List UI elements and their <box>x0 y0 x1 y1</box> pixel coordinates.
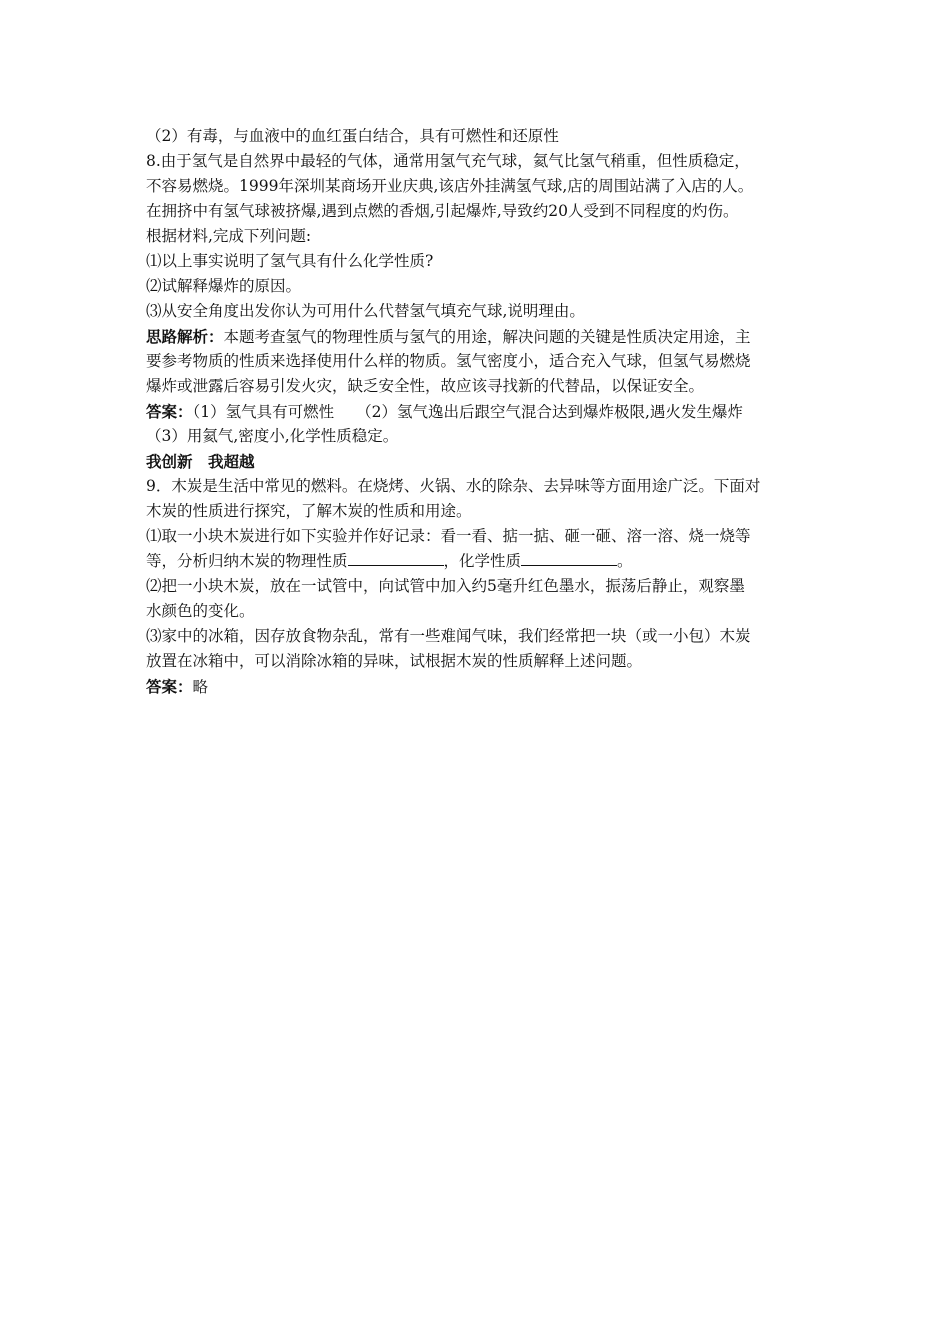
analysis-text: 爆炸或泄露后容易引发火灾，缺乏安全性，故应该寻找新的代替品，以保证安全。 <box>146 377 705 395</box>
analysis-text: 要参考物质的性质来选择使用什么样的物质。氢气密度小，适合充入气球，但氢气易燃烧 <box>146 352 751 370</box>
q9-stem <box>146 474 806 524</box>
q8-sub-questions <box>146 249 806 324</box>
q9-sub-question-1: ⑴取一小块木炭进行如下实验并作好记录：看一看、掂一掂、砸一砸、溶一溶、烧一烧等 等，分析归纳木炭的物理性质 ，化学性质 。 <box>146 527 751 570</box>
q8-stem-line: 根据材料,完成下列问题: <box>146 227 312 245</box>
section-heading: 我创新 我超越 <box>146 452 255 471</box>
answer-part-3: （3）用氦气,密度小,化学性质稳定。 <box>146 427 399 445</box>
q9-sub-question-2: ⑵把一小块木炭，放在一试管中，向试管中加入约5毫升红色墨水，振荡后静止，观察墨 水颜色的变化。 <box>146 577 745 620</box>
q8-analysis <box>146 324 806 399</box>
q8-sub-question-3: ⑶从安全角度出发你认为可用什么代替氢气填充气球,说明理由。 <box>146 302 585 320</box>
q9-answer <box>146 674 806 699</box>
document-page <box>146 124 806 699</box>
q8-answer <box>146 399 806 449</box>
q8-stem-line: 在拥挤中有氢气球被挤爆,遇到点燃的香烟,引起爆炸,导致约20人受到不同程度的灼伤。 <box>146 202 739 220</box>
q9-sub-question-3: ⑶家中的冰箱，因存放食物杂乱，常有一些难闻气味，我们经常把一块（或一小包）木炭 放置在冰箱中，可以消除冰箱的异味，试根据木炭的性质解释上述问题。 <box>146 627 751 670</box>
q9-stem-line: 9．木炭是生活中常见的燃料。在烧烤、火锅、水的除杂、去异味等方面用途广泛。下面对 <box>146 477 761 495</box>
analysis-text: 本题考查氢气的物理性质与氢气的用途，解决问题的关键是性质决定用途，主 <box>223 328 751 346</box>
answer-label: 答案： <box>146 402 193 421</box>
physical-property-blank[interactable] <box>348 549 444 566</box>
answer-part-1: （1）氢气具有可燃性 <box>192 403 335 421</box>
answer-text: 略 <box>192 678 209 696</box>
q9-stem-line: 木炭的性质进行探究，了解木炭的性质和用途。 <box>146 502 472 520</box>
answer-part-2: （2）氢气逸出后跟空气混合达到爆炸极限,遇火发生爆炸 <box>356 403 743 421</box>
q7-part2-answer: （2）有毒，与血液中的血红蛋白结合，具有可燃性和还原性 <box>146 127 559 145</box>
analysis-label: 思路解析： <box>146 327 224 346</box>
q8-stem <box>146 149 806 249</box>
q8-stem-line: 不容易燃烧。1999年深圳某商场开业庆典,该店外挂满氢气球,店的周围站满了入店的人。 <box>146 177 754 195</box>
answer-label: 答案： <box>146 677 193 696</box>
chemical-property-blank[interactable] <box>521 549 617 566</box>
q8-stem-line: 8.由于氢气是自然界中最轻的气体，通常用氢气充气球，氦气比氢气稍重，但性质稳定， <box>146 152 750 170</box>
q8-sub-question-2: ⑵试解释爆炸的原因。 <box>146 277 302 295</box>
q8-sub-question-1: ⑴以上事实说明了氢气具有什么化学性质? <box>146 252 434 270</box>
